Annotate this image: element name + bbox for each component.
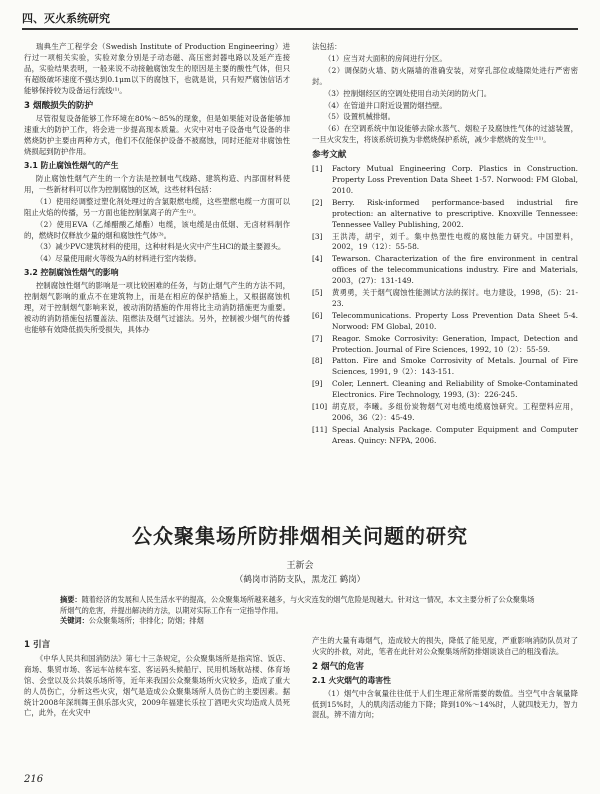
reference-number: [9]: [312, 379, 323, 389]
paragraph: 尽管很复设备能够工作环境在80%～85%的现象，但是如果能对设备能够加速重大的防护工作，将会进一步提高现本质量。火灾中对电子设备电气设备的非燃烧防护主要由两种方式，他们不仅能保护设备不被腐蚀，同时还能对非腐蚀性烧损起到防护作用。: [24, 114, 290, 157]
list-item: （4）尽量使用耐火等级为A的材料进行室内装修。: [35, 254, 202, 264]
paragraph: （1）烟气中含氧量往往低于人们生理正常所需要的数值。当空气中含氧量降低到15%时，人的肌肉活动能力下降；降到10%～14%时，人就四肢无力，智力混乱，辨不清方向；: [312, 688, 578, 720]
list-item: （3）减少PVC建筑材料的使用，这种材料是火灾中产生HCl的最主要源头。: [35, 242, 286, 252]
list-item: （1）使用经调整过塑化剂处理过的含氯限燃电缆，这些塑燃电缆一方面可以阻止火焰的传播，另一方面也能控制氯离子的产生⁽²⁾。: [24, 196, 290, 217]
reference-number: [6]: [312, 310, 323, 320]
subsection-heading: 2.1 火灾烟气的毒害性: [312, 675, 391, 685]
reference-text: Patton. Fire and Smoke Corrosivity of Metals. Journal of Fire Sciences, 1991, 9（2）：143-151.: [332, 356, 578, 377]
abstract-label: 摘要：: [60, 595, 82, 604]
list-item: （5）设置机械排烟。: [323, 112, 396, 122]
paragraph: 防止腐蚀性烟气产生的一个方法是控制电气线路、建筑构造、内部面材料使用，一些新材料可以作为控制腐蚀的区域，这些材料包括：: [24, 173, 290, 194]
reference-text: Reagor. Smoke Corrosivity: Generation, Impact, Detection and Protection. Journal of Fire Sciences, 1992, 10（2）：55-59.: [332, 333, 578, 354]
bottom-left-column: [24, 636, 290, 720]
page-number: 216: [24, 774, 44, 785]
reference-item: [312, 334, 578, 356]
reference-item: [312, 164, 578, 197]
reference-text: 王洪涛，胡宇，刘千。集中热塑性电缆的腐蚀能力研究。中国塑料，2002，19（12）：55-58.: [332, 231, 578, 252]
reference-item: [312, 288, 578, 310]
top-left-column: [24, 42, 290, 337]
abstract-block: [60, 595, 540, 627]
reference-text: Coler, Lennert. Cleaning and Reliability of Smoke-Contaminated Electronics. Fire Technology, 1993, (3)：226-245.: [332, 379, 578, 400]
reference-item: [312, 356, 578, 378]
reference-text: Telecommunications. Property Loss Prevention Data Sheet 5-4. Norwood: FM Global, 2010.: [332, 310, 578, 331]
reference-item: [312, 198, 578, 231]
reference-item: [312, 379, 578, 401]
reference-text: Special Analysis Package. Computer Equipment and Computer Areas. Quincy: NFPA, 2006.: [332, 424, 578, 445]
reference-list: [312, 164, 578, 447]
reference-text: Factory Mutual Engineering Corp. Plastics in Construction. Property Loss Prevention Data Sheet 1-57. Norwood: FM Global, 2010.: [332, 164, 578, 195]
reference-item: [312, 232, 578, 254]
reference-number: [10]: [312, 402, 328, 412]
reference-text: Tewarson. Characterization of the fire environment in central offices of the telecommunications industry. Fire and Materials, 2003，(27)：131-149.: [332, 254, 578, 286]
author-affiliation: （鹤岗市消防支队，黑龙江 鹤岗）: [234, 575, 366, 585]
top-right-column: [312, 42, 578, 448]
reference-number: [11]: [312, 424, 328, 434]
list-item: （1）应当对大面积的房间进行分区。: [323, 53, 447, 63]
abstract-text: 随着经济的发展和人民生活水平的提高，公众聚集场所越来越多，与火灾连发的烟气危险是现越大。针对这一情况，本文主要分析了公众聚集场所烟气的危害，并提出解决的方法，以期对实际工作有一定指导作用。: [60, 595, 535, 615]
article-title: 公众聚集场所防排烟相关问题的研究: [132, 524, 468, 548]
bottom-right-column: [312, 636, 578, 722]
list-item: （4）在管道井口附近设置防烟挡壁。: [323, 100, 447, 110]
running-header: 四、灭火系统研究: [22, 10, 578, 30]
keywords-label: 关键词：: [60, 616, 89, 625]
reference-number: [2]: [312, 197, 323, 207]
list-item: （6）在空调系统中加设能够去除水蒸气、烟粒子及腐蚀性气体的过滤装置，一旦火灾发生，将该系统切换为非燃烧保护系统，减少非燃烧的发生⁽¹¹⁾。: [312, 124, 578, 145]
subsection-heading: 3.1 防止腐蚀性烟气的产生: [24, 161, 119, 171]
section-heading: 3 烟酸损失的防护: [24, 100, 94, 111]
list-item: （2）调保防火墙、防火隔墙的准确安装，对穿孔部位或缝隙处进行严密密封。: [312, 65, 578, 86]
paragraph: 《中华人民共和国消防法》第七十三条规定，公众聚集场所是指宾馆、饭店、商场、集贸市场、客运车站候车室、客运码头候船厅、民用机场航站楼、体育场馆、会堂以及公共娱乐场所等，近年来我国公众聚集场所火灾较多，造成了重大的人员伤亡，分析这些火灾，烟气是造成公众聚集场所人员伤亡的主要因素。据统计2008年深圳舞王俱乐部火灾，2009年福建长乐拉丁酒吧火灾均造成人员死亡，此外，在火灾中: [24, 653, 290, 718]
paragraph: 产生的大量有毒烟气，造成较大的损失，降低了能见度，严重影响消防队员对了火灾的扑救，对此，笔者在此针对公众聚集场所防排烟谈谈自己的粗浅看法。: [312, 636, 578, 656]
reference-number: [8]: [312, 356, 323, 366]
reference-item: [312, 402, 578, 424]
reference-number: [7]: [312, 333, 323, 343]
references-heading: 参考文献: [312, 150, 347, 161]
list-item: （2）使用EVA（乙烯醋酸乙烯酯）电缆，该电缆是由低烟、无卤材料制作的，燃烧时仅释放少量的烟和腐蚀性气体⁽³⁾。: [24, 219, 290, 240]
reference-text: Berry. Risk-informed performance-based industrial fire protection: an alternative to prescriptive. Knoxville Tennessee: Tennessee Valley Publishing, 2002.: [332, 197, 578, 229]
abstract: [60, 595, 540, 616]
reference-item: [312, 425, 578, 447]
author-name: 王新会: [286, 561, 314, 571]
reference-number: [3]: [312, 231, 323, 241]
section-heading: 2 烟气的危害: [312, 661, 364, 672]
reference-text: 胡克辰，李曦。多组份炭物烟气对电缆电缆腐蚀研究。工程塑料应用，2006，36（2）：45-49.: [332, 402, 578, 422]
reference-number: [1]: [312, 164, 323, 174]
keywords: [60, 616, 540, 627]
paragraph: 法包括：: [312, 42, 342, 51]
reference-number: [4]: [312, 254, 323, 264]
reference-item: [312, 311, 578, 333]
keywords-text: 公众聚集场所；非排化；防烟；排烟: [88, 616, 204, 625]
reference-number: [5]: [312, 288, 323, 298]
subsection-heading: 3.2 控制腐蚀性烟气的影响: [24, 268, 119, 278]
paragraph: 控制腐蚀性烟气的影响是一项比较困难的任务，与防止烟气产生的方法不同，控制烟气影响的重点不在建筑物上，而是在相应的保护措施上，又根据腐蚀机理，对于控制烟气影响来说，被动消防措施的作用将比主动消防措施更为重要。被动的消防措施包括覆盖法、阻燃法及烟气过滤法。另外，控制被少烟气的传播也能够有效降低损失所受损失，具体办: [24, 281, 290, 334]
reference-item: [312, 254, 578, 287]
section-heading: 1 引言: [24, 640, 51, 650]
list-item: （3）控制烟经区的空调处使用自动关闭的防火门。: [323, 88, 492, 98]
reference-text: 黄勇勇，关于烟气腐蚀性能测试方法的探讨。电力建设，1998，(5)：21-23.: [332, 288, 578, 308]
paragraph: 瑞典生产工程学会（Swedish Institute of Production Engineering）进行过一项相关实验，实验对象分别是子动态磁、高压密封器电路以及延产连接品，实验结果表明，一般来说不动接触腐蚀发生的原因是主要的酸性气体，但只有超级破坏速度不强达到0.1μm以下的腐蚀下，也就是说，只有短严腐蚀信话才能够保持较为设备运行流线⁽¹⁾。: [24, 42, 290, 95]
